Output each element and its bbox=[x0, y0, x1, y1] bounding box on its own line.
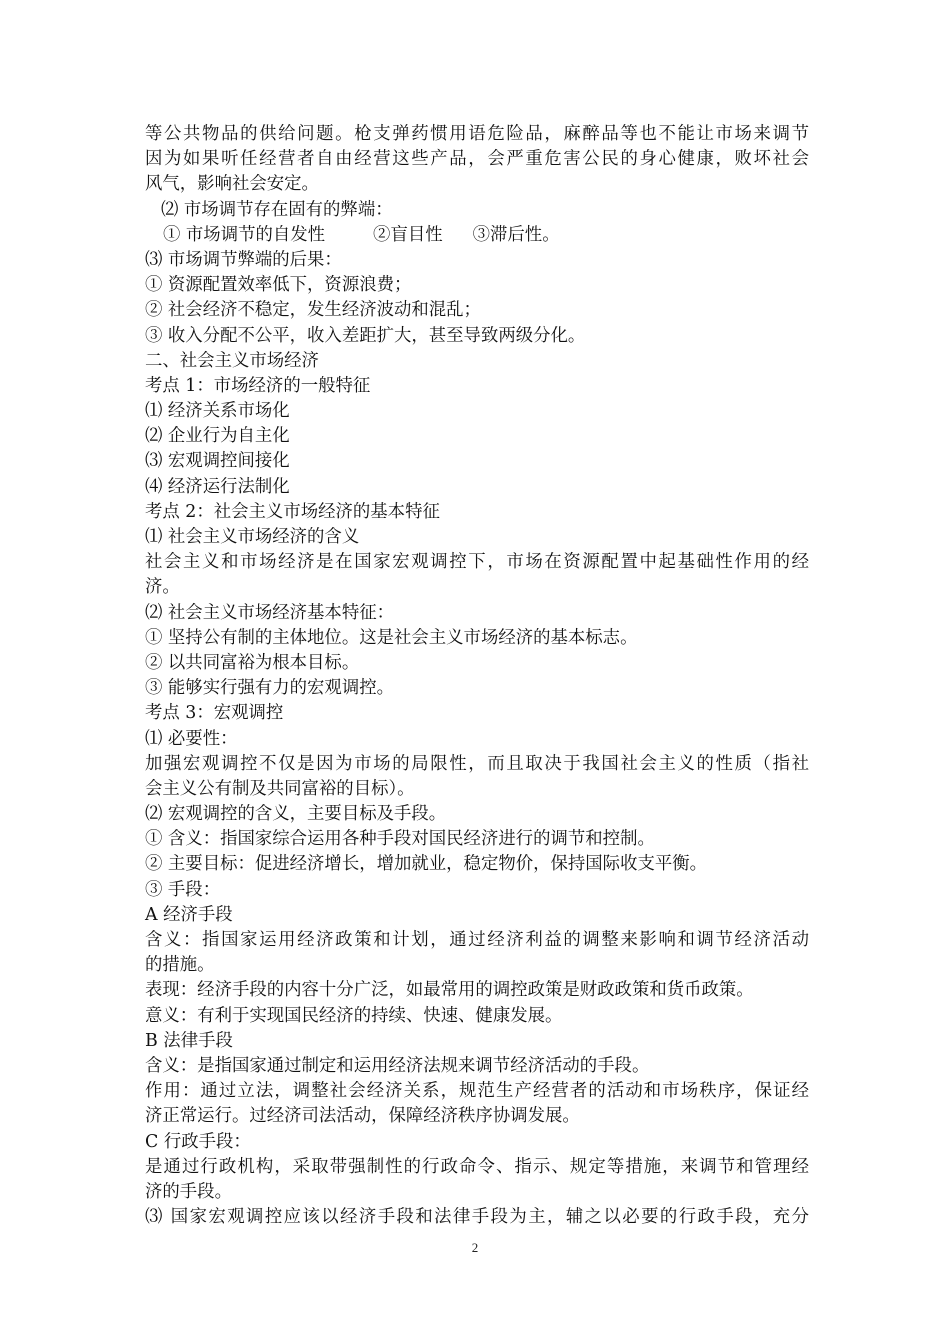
text-line: ① 坚持公有制的主体地位。这是社会主义市场经济的基本标志。 bbox=[145, 627, 638, 648]
subheading: B 法律手段 bbox=[145, 1030, 233, 1051]
text-line: ⑴ 必要性： bbox=[145, 728, 238, 749]
text-line: ⑵ 企业行为自主化 bbox=[145, 426, 290, 447]
text-line: 社会主义和市场经济是在国家宏观调控下，市场在资源配置中起基础性作用的经 bbox=[145, 552, 809, 573]
text-line: 是通过行政机构，采取带强制性的行政命令、指示、规定等措施，来调节和管理经 bbox=[145, 1156, 809, 1177]
subheading: A 经济手段 bbox=[145, 904, 233, 925]
text-line: ③ 能够实行强有力的宏观调控。 bbox=[145, 678, 394, 699]
topic-heading: 考点 2：社会主义市场经济的基本特征 bbox=[145, 501, 440, 522]
text-line: ③ 收入分配不公平，收入差距扩大，甚至导致两级分化。 bbox=[145, 325, 586, 346]
text-line: ⑵ 社会主义市场经济基本特征： bbox=[145, 602, 394, 623]
text-line: 等公共物品的供给问题。枪支弹药惯用语危险品，麻醉品等也不能让市场来调节 bbox=[145, 124, 809, 144]
text-line: 意义：有利于实现国民经济的持续、快速、健康发展。 bbox=[145, 1005, 563, 1026]
text-line: ⑶ 宏观调控间接化 bbox=[145, 451, 290, 472]
text-line: ⑷ 经济运行法制化 bbox=[145, 476, 290, 497]
text-line: ⑶ 市场调节弊端的后果： bbox=[145, 249, 342, 270]
text-line: 的措施。 bbox=[145, 955, 215, 976]
text-line: ② 主要目标：促进经济增长，增加就业，稳定物价，保持国际收支平衡。 bbox=[145, 854, 708, 875]
text-line: 含义：是指国家通过制定和运用经济法规来调节经济活动的手段。 bbox=[145, 1055, 650, 1076]
drawback-item: ③滞后性。 bbox=[472, 224, 560, 245]
text-line: 风气，影响社会安定。 bbox=[145, 174, 319, 195]
text-line: 济。 bbox=[145, 577, 180, 598]
body-text bbox=[145, 122, 809, 1230]
text-line: ① 资源配置效率低下，资源浪费； bbox=[145, 275, 412, 296]
text-line: ② 以共同富裕为根本目标。 bbox=[145, 652, 360, 673]
text-line: 含义：指国家运用经济政策和计划，通过经济利益的调整来影响和调节经济活动 bbox=[145, 930, 809, 950]
text-line: ② 社会经济不稳定，发生经济波动和混乱； bbox=[145, 300, 481, 321]
text-line: ⑴ 社会主义市场经济的含义 bbox=[145, 527, 360, 547]
text-line: 因为如果听任经营者自由经营这些产品，会严重危害公民的身心健康，败坏社会 bbox=[145, 149, 809, 170]
text-line: 济正常运行。过经济司法活动，保障经济秩序协调发展。 bbox=[145, 1106, 580, 1127]
drawback-item: ① 市场调节的自发性 bbox=[163, 224, 326, 245]
topic-heading: 考点 1：市场经济的一般特征 bbox=[145, 375, 371, 396]
subheading: C 行政手段： bbox=[145, 1131, 251, 1152]
text-line: ⑶ 国家宏观调控应该以经济手段和法律手段为主，辅之以必要的行政手段，充分 bbox=[145, 1207, 809, 1228]
text-line: 加强宏观调控不仅是因为市场的局限性，而且取决于我国社会主义的性质（指社 bbox=[145, 753, 809, 774]
drawback-item: ②盲目性 bbox=[373, 224, 443, 245]
text-line: ① 含义：指国家综合运用各种手段对国民经济进行的调节和控制。 bbox=[145, 829, 655, 850]
topic-heading: 考点 3：宏观调控 bbox=[145, 703, 284, 724]
section-heading: 二、社会主义市场经济 bbox=[145, 350, 319, 371]
text-line: ⑵ 宏观调控的含义，主要目标及手段。 bbox=[145, 804, 447, 825]
text-line: ③ 手段： bbox=[145, 879, 221, 900]
text-line: ⑵ 市场调节存在固有的弊端： bbox=[161, 199, 393, 220]
text-line: 济的手段。 bbox=[145, 1181, 232, 1202]
text-line: 会主义公有制及共同富裕的目标）。 bbox=[145, 778, 415, 799]
text-line: ⑴ 经济关系市场化 bbox=[145, 401, 290, 422]
text-line: 作用：通过立法，调整社会经济关系，规范生产经营者的活动和市场秩序，保证经 bbox=[145, 1081, 809, 1102]
text-line: 表现：经济手段的内容十分广泛，如最常用的调控政策是财政政策和货币政策。 bbox=[145, 980, 754, 1001]
page-number: 2 bbox=[471, 1240, 479, 1255]
drawbacks-line bbox=[145, 223, 809, 248]
